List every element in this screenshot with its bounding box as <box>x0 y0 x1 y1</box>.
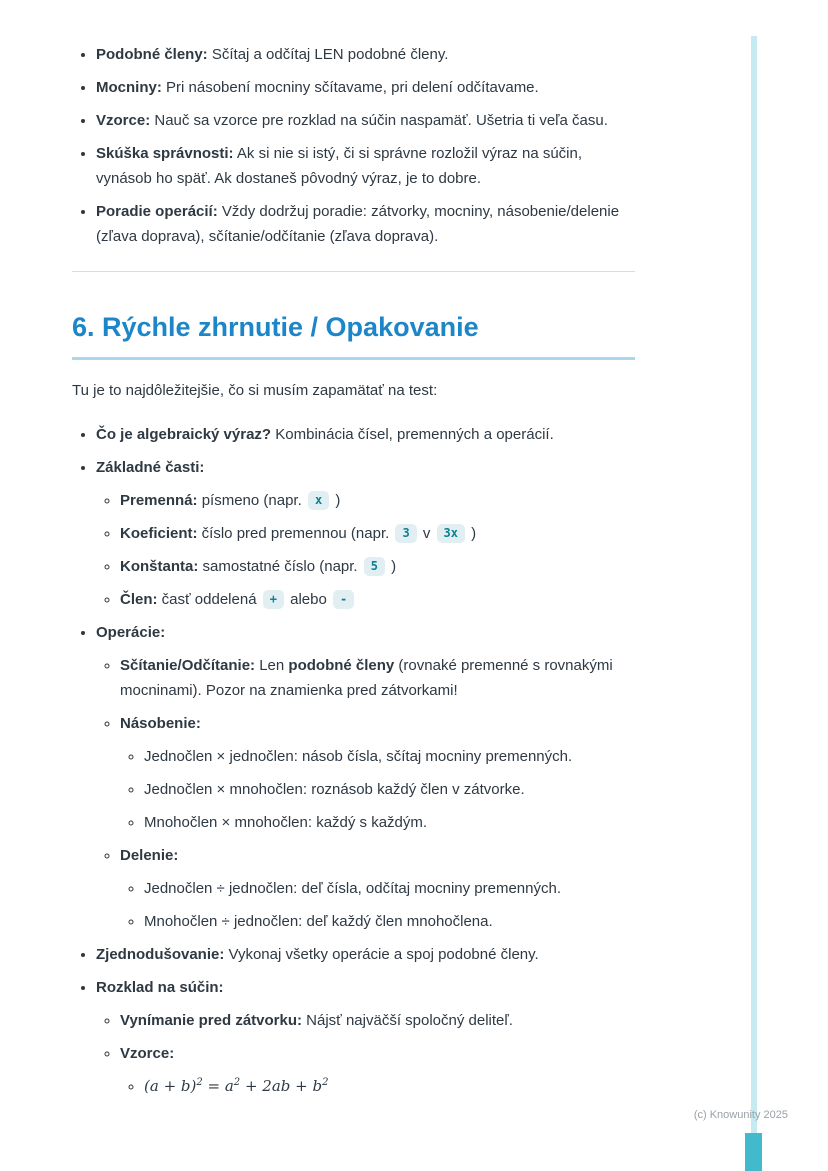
item-text: Nájsť najväčší spoločný deliteľ. <box>302 1012 513 1029</box>
item-text: samostatné číslo (napr. <box>198 558 362 575</box>
math-formula <box>144 1077 328 1095</box>
scrollbar-thumb[interactable] <box>745 1133 762 1171</box>
item-text: Mnohočlen × mnohočlen: každý s každým. <box>144 814 428 831</box>
sub-list <box>96 653 635 934</box>
term-label: Vynímanie pred zátvorku: <box>120 1012 302 1029</box>
formula-part: + 2ab + b <box>240 1077 323 1095</box>
list-item <box>96 422 635 447</box>
code-chip: 5 <box>364 557 385 576</box>
list-item <box>144 744 635 769</box>
list-item <box>144 876 635 901</box>
code-chip: + <box>263 590 284 609</box>
item-text: ) <box>387 558 397 575</box>
term-label: Podobné členy: <box>96 46 208 63</box>
term-label: Sčítanie/Odčítanie: <box>120 657 256 674</box>
term-label: Skúška správnosti: <box>96 145 234 162</box>
tips-list <box>72 42 635 249</box>
list-item <box>144 1074 635 1099</box>
term-label: Mocniny: <box>96 79 162 96</box>
term-label: Násobenie: <box>120 715 201 732</box>
formula-exponent: 2 <box>196 1077 203 1088</box>
list-item <box>144 810 635 835</box>
list-item <box>96 108 635 133</box>
item-text: časť oddelená <box>157 591 261 608</box>
list-item <box>120 653 635 703</box>
formula-part: (a + b) <box>144 1077 197 1095</box>
list-item <box>96 75 635 100</box>
list-item <box>96 141 635 191</box>
term-label: Delenie: <box>120 847 179 864</box>
item-text: Vykonaj všetky operácie a spoj podobné členy. <box>224 946 539 963</box>
term-label: Základné časti: <box>96 459 205 476</box>
summary-list <box>72 422 635 1099</box>
term-label: Člen: <box>120 591 158 608</box>
item-text: v <box>418 525 435 542</box>
copyright-footer: (c) Knowunity 2025 <box>693 1109 788 1121</box>
list-item <box>120 711 635 835</box>
formula-exponent: 2 <box>233 1077 241 1088</box>
section-heading: 6. Rýchle zhrnutie / Opakovanie <box>72 310 635 360</box>
item-text: (rovnaké premenné s rovnakými mocninami). Pozor na znamienka pred zátvorkami! <box>120 657 613 699</box>
sub-list <box>96 488 635 612</box>
list-item <box>120 488 635 513</box>
page-content <box>72 34 635 1107</box>
item-text: Nauč sa vzorce pre rozklad na súčin naspamäť. Ušetria ti veľa času. <box>150 112 608 129</box>
term-label: Čo je algebraický výraz? <box>96 426 272 443</box>
item-text: Ak si nie si istý, či si správne rozložil výraz na súčin, vynásob ho späť. Ak dostaneš pôvodný výraz, je to dobre. <box>96 145 583 187</box>
item-text: Jednočlen × jednočlen: násob čísla, sčítaj mocniny premenných. <box>144 748 573 765</box>
list-item <box>96 975 635 1099</box>
item-text: Jednočlen ÷ jednočlen: deľ čísla, odčítaj mocniny premenných. <box>144 880 562 897</box>
list-item <box>96 199 635 249</box>
list-item <box>120 521 635 546</box>
term-label: Rozklad na súčin: <box>96 979 224 996</box>
list-item <box>120 587 635 612</box>
term-label: Vzorce: <box>96 112 151 129</box>
item-text: Sčítaj a odčítaj LEN podobné členy. <box>207 46 449 63</box>
list-item <box>120 1008 635 1033</box>
list-item <box>144 909 635 934</box>
list-item <box>120 554 635 579</box>
term-label: Premenná: <box>120 492 198 509</box>
intro-paragraph: Tu je to najdôležitejšie, čo si musím zapamätať na test: <box>72 382 438 399</box>
term-label: Vzorce: <box>120 1045 175 1062</box>
formula-part: = a <box>202 1077 234 1095</box>
scrollbar-track[interactable] <box>751 36 757 1136</box>
code-chip: 3x <box>437 524 465 543</box>
list-item <box>96 455 635 612</box>
term-label: Konštanta: <box>120 558 199 575</box>
code-chip: 3 <box>395 524 416 543</box>
term-label: Poradie operácií: <box>96 203 218 220</box>
item-text: Len <box>255 657 289 674</box>
list-item <box>120 843 635 934</box>
sub-sub-list <box>120 744 635 835</box>
list-item <box>144 777 635 802</box>
term-label: Koeficient: <box>120 525 198 542</box>
item-text: ) <box>467 525 477 542</box>
sub-sub-list <box>120 1074 635 1099</box>
item-text: Vždy dodržuj poradie: zátvorky, mocniny, násobenie/delenie (zľava doprava), sčítanie/odčítanie (zľava doprava). <box>96 203 620 245</box>
item-text: Pri násobení mocniny sčítavame, pri delení odčítavame. <box>161 79 539 96</box>
emphasis-text: podobné členy <box>288 657 395 674</box>
formula-exponent: 2 <box>322 1077 329 1088</box>
code-chip: x <box>308 491 329 510</box>
list-item <box>96 42 635 67</box>
item-text: Mnohočlen ÷ jednočlen: deľ každý člen mnohočlena. <box>144 913 493 930</box>
list-item <box>96 942 635 967</box>
sub-sub-list <box>120 876 635 934</box>
term-label: Operácie: <box>96 624 166 641</box>
item-text: písmeno (napr. <box>197 492 306 509</box>
list-item <box>96 620 635 934</box>
term-label: Zjednodušovanie: <box>96 946 225 963</box>
item-text: alebo <box>285 591 331 608</box>
list-item <box>120 1041 635 1099</box>
item-text: ) <box>331 492 341 509</box>
item-text: Kombinácia čísel, premenných a operácií. <box>271 426 554 443</box>
sub-list <box>96 1008 635 1099</box>
section-divider <box>72 271 635 272</box>
item-text: číslo pred premennou (napr. <box>197 525 394 542</box>
item-text: Jednočlen × mnohočlen: roznásob každý člen v zátvorke. <box>144 781 525 798</box>
code-chip: - <box>333 590 354 609</box>
